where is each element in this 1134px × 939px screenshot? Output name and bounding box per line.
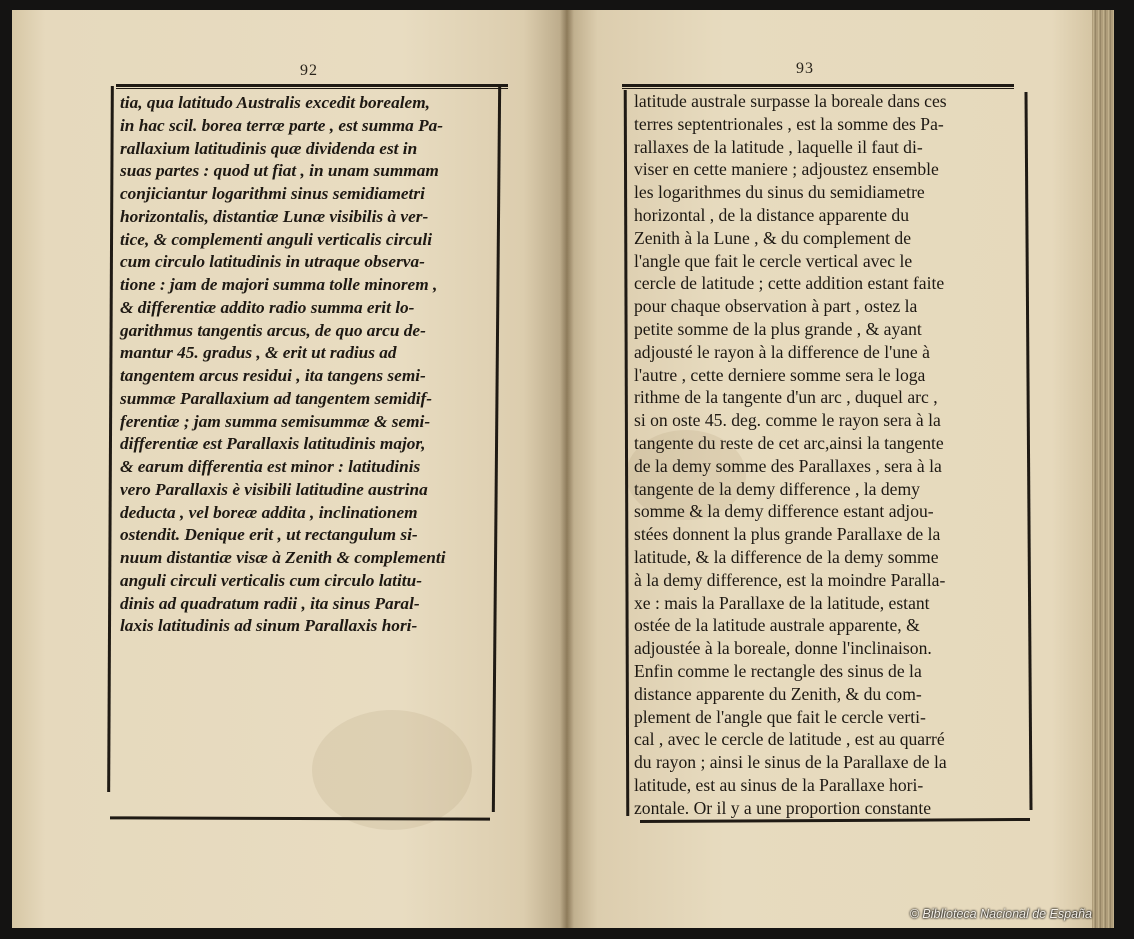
text-line: mantur 45. gradus , & erit ut radius ad — [120, 343, 397, 363]
text-line: l'angle que fait le cercle vertical avec le — [634, 250, 913, 271]
text-line: conjiciantur logarithmi sinus semidiametri — [120, 184, 425, 203]
text-line: & differentiæ addito radio summa erit lo- — [120, 297, 415, 317]
text-line: ferentiæ ; jam summa semisummæ & semi- — [120, 411, 431, 431]
text-line: latitude australe surpasse la boreale dans ces — [634, 91, 947, 111]
page-edges — [1092, 10, 1114, 928]
left-page-number: 92 — [300, 62, 318, 79]
right-top-rule-thin — [622, 88, 1014, 89]
text-line: les logarithmes du sinus du semidiametre — [634, 182, 925, 203]
text-line: stées donnent la plus grande Parallaxe de la — [634, 524, 941, 545]
text-line: adjousté le rayon à la difference de l'une à — [634, 341, 930, 362]
text-line: dinis ad quadratum radii , ita sinus Paral- — [120, 593, 420, 613]
text-line: vero Parallaxis è visibili latitudine austrina — [120, 479, 428, 499]
text-line: in hac scil. borea terræ parte , est summa Pa- — [120, 115, 444, 135]
text-line: cal , avec le cercle de latitude , est au quarré — [634, 729, 945, 750]
text-line: cercle de latitude ; cette addition estant faite — [634, 273, 945, 294]
text-line: à la demy difference, est la moindre Paralla- — [634, 569, 946, 590]
text-line: horizontal , de la distance apparente du — [634, 204, 910, 225]
text-line: cum circulo latitudinis in utraque observa- — [120, 252, 425, 272]
text-line: pour chaque observation à part , ostez la — [634, 296, 918, 317]
text-line: rithme de la tangente d'un arc , duquel arc , — [634, 387, 938, 408]
text-line: rallaxium latitudinis quæ dividenda est in — [120, 138, 418, 158]
text-line: terres septentrionales , est la somme des Pa- — [634, 113, 944, 134]
text-line: tice, & complementi anguli verticalis circuli — [120, 229, 432, 249]
text-line: tangentem arcus residui , ita tangens semi- — [120, 366, 426, 385]
copyright-watermark: © Biblioteca Nacional de España — [909, 907, 1092, 921]
text-line: xe : mais la Parallaxe de la latitude, estant — [634, 592, 930, 613]
text-line: anguli circuli verticalis cum circulo latitu- — [120, 570, 422, 590]
left-top-rule — [116, 84, 508, 87]
paper-stain — [312, 710, 472, 830]
text-line: suas partes : quod ut fiat , in unam summam — [120, 161, 439, 181]
text-line: zontale. Or il y a une proportion constante — [634, 797, 932, 818]
text-line: plement de l'angle que fait le cercle verti- — [634, 706, 926, 727]
text-line: deducta , vel boreæ addita , inclinationem — [120, 502, 418, 522]
right-page-number: 93 — [796, 60, 814, 77]
text-line: garithmus tangentis arcus, de quo arcu de- — [120, 320, 426, 340]
text-line: tangente de la demy difference , la demy — [634, 478, 920, 499]
text-line: tangente du reste de cet arc,ainsi la tangente — [634, 432, 944, 453]
text-line: de la demy somme des Parallaxes , sera à la — [634, 455, 942, 476]
text-line: summæ Parallaxium ad tangentem semidif- — [120, 388, 433, 408]
text-line: du rayon ; ainsi le sinus de la Parallaxe de la — [634, 752, 947, 773]
text-line: Zenith à la Lune , & du complement de — [634, 227, 912, 248]
text-line: petite somme de la plus grande , & ayant — [634, 318, 922, 339]
book-gutter — [560, 10, 574, 928]
text-line: ostendit. Denique erit , ut rectangulum si- — [120, 525, 418, 545]
text-line: distance apparente du Zenith, & du com- — [634, 683, 922, 704]
text-line: l'autre , cette derniere somme sera le loga — [634, 364, 926, 385]
text-line: tione : jam de majori summa tolle minorem , — [120, 275, 438, 294]
text-line: somme & la demy difference estant adjou- — [634, 501, 934, 522]
text-line: viser en cette maniere ; adjoustez ensemble — [634, 159, 939, 180]
text-line: ostée de la latitude australe apparente, & — [634, 615, 920, 636]
text-line: latitude, est au sinus de la Parallaxe hori- — [634, 774, 924, 795]
right-top-rule — [622, 84, 1014, 87]
right-page-text — [634, 90, 1024, 820]
text-line: nuum distantiæ visæ à Zenith & complementi — [120, 548, 446, 567]
text-line: adjoustée à la boreale, donne l'inclinaison. — [634, 638, 932, 659]
text-line: laxis latitudinis ad sinum Parallaxis hori- — [120, 616, 418, 636]
text-line: & earum differentia est minor : latitudinis — [120, 457, 421, 476]
text-line: latitude, & la difference de la demy somme — [634, 546, 939, 567]
text-line: tia, qua latitudo Australis excedit borealem, — [120, 93, 430, 112]
text-line: si on oste 45. deg. comme le rayon sera à la — [634, 410, 941, 431]
text-line: horizontalis, distantiæ Lunæ visibilis à ver- — [120, 206, 429, 226]
text-line: differentiæ est Parallaxis latitudinis major, — [120, 434, 426, 454]
text-line: Enfin comme le rectangle des sinus de la — [634, 660, 922, 681]
text-line: rallaxes de la latitude , laquelle il faut di- — [634, 136, 923, 157]
left-page-text — [120, 92, 500, 638]
left-top-rule-thin — [116, 88, 508, 89]
